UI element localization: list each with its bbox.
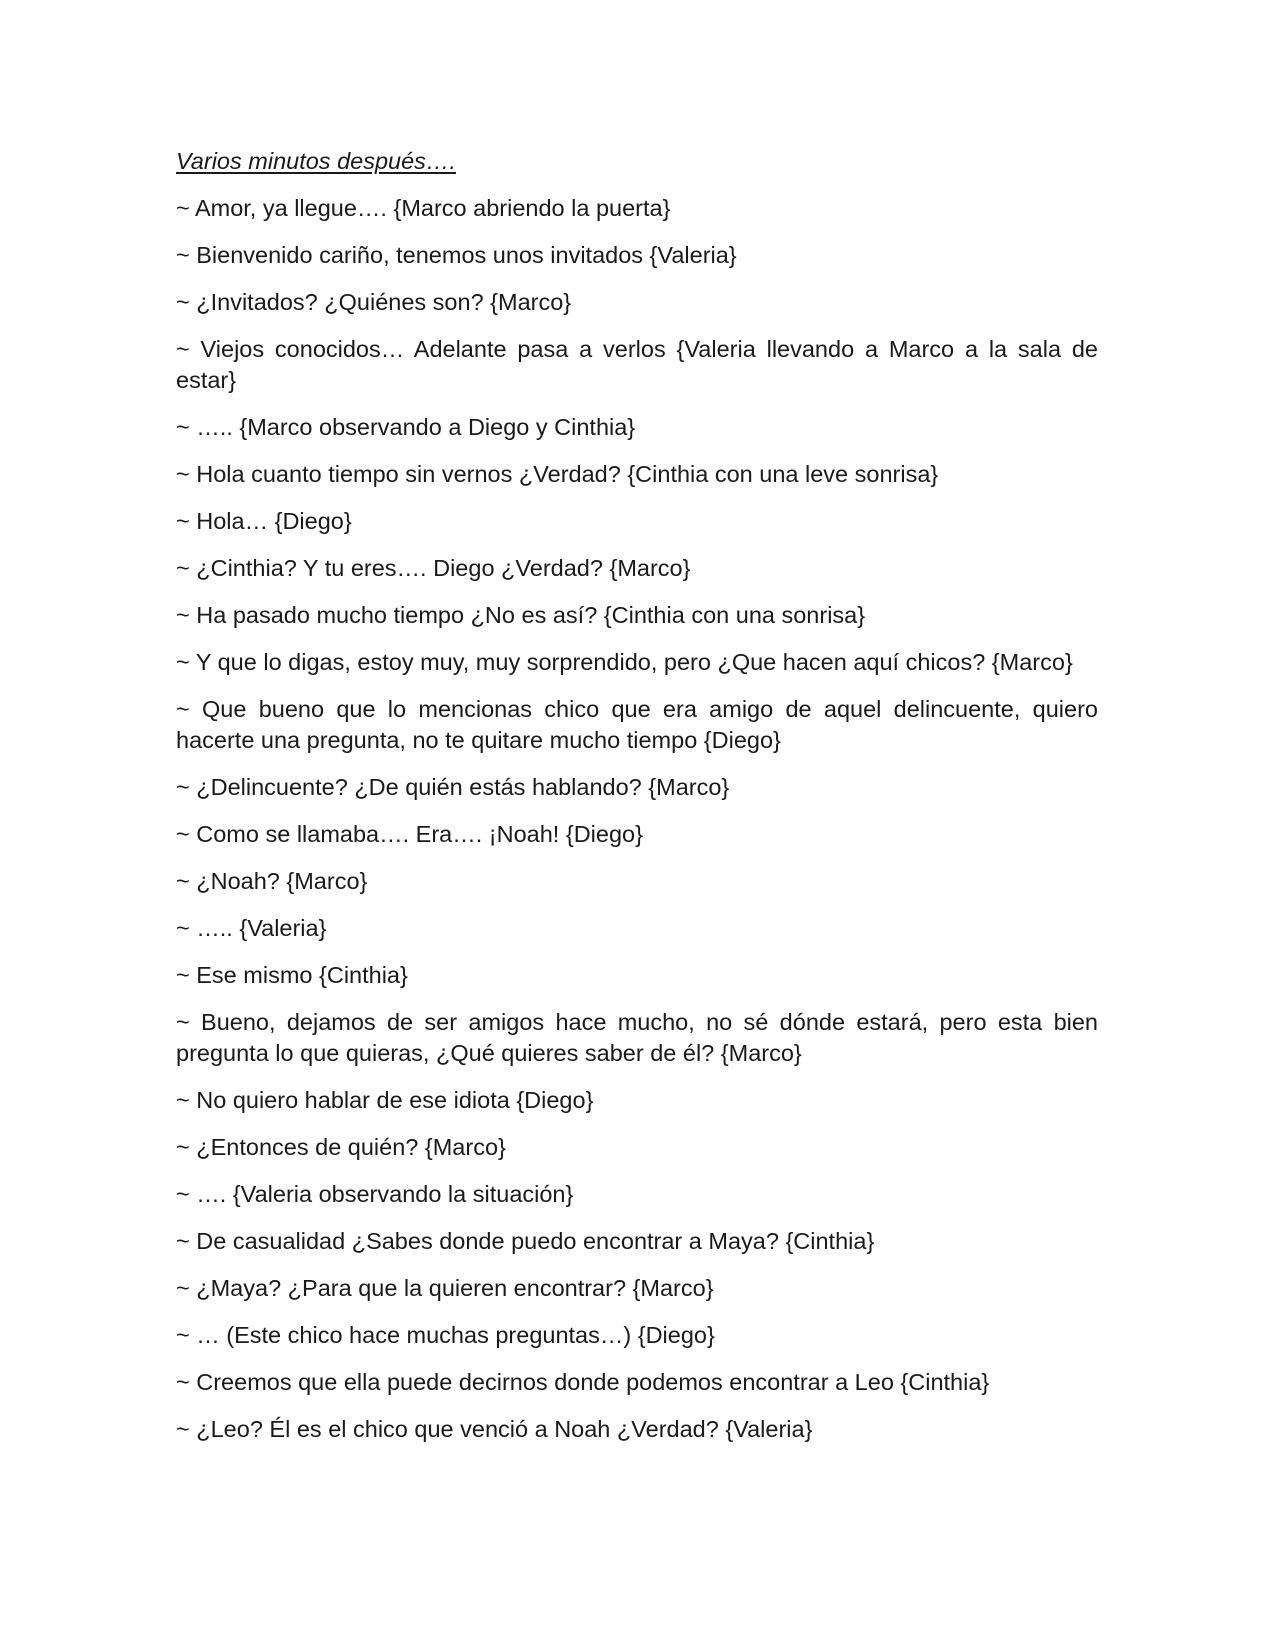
dialogue-line: ~ ¿Cinthia? Y tu eres…. Diego ¿Verdad? {Marco} xyxy=(176,555,691,581)
dialogue-line: ~ ¿Invitados? ¿Quiénes son? {Marco} xyxy=(176,289,572,315)
dialogue-line: ~ … (Este chico hace muchas preguntas…) {Diego} xyxy=(176,1322,715,1348)
dialogue-line: ~ Creemos que ella puede decirnos donde podemos encontrar a Leo {Cinthia} xyxy=(176,1369,990,1395)
dialogue-line: ~ ¿Entonces de quién? {Marco} xyxy=(176,1134,506,1160)
scene-heading: Varios minutos después…. xyxy=(176,148,456,174)
dialogue-line: ~ ¿Delincuente? ¿De quién estás hablando? {Marco} xyxy=(176,774,730,800)
dialogue-line: ~ Ese mismo {Cinthia} xyxy=(176,962,408,988)
dialogue-line: ~ Ha pasado mucho tiempo ¿No es así? {Cinthia con una sonrisa} xyxy=(176,602,866,628)
dialogue-line: ~ …. {Valeria observando la situación} xyxy=(176,1181,574,1207)
dialogue-line: ~ ….. {Marco observando a Diego y Cinthia} xyxy=(176,414,636,440)
dialogue-line: ~ Como se llamaba…. Era…. ¡Noah! {Diego} xyxy=(176,821,643,847)
document-page xyxy=(176,146,1098,1461)
dialogue-line: ~ Viejos conocidos… Adelante pasa a verlos {Valeria llevando a Marco a la sala de estar} xyxy=(176,336,1098,393)
dialogue-line: ~ No quiero hablar de ese idiota {Diego} xyxy=(176,1087,594,1113)
dialogue-list xyxy=(176,193,1098,1445)
dialogue-line: ~ Bienvenido cariño, tenemos unos invitados {Valeria} xyxy=(176,242,737,268)
dialogue-line: ~ Amor, ya llegue…. {Marco abriendo la puerta} xyxy=(176,195,671,221)
dialogue-line: ~ Que bueno que lo mencionas chico que era amigo de aquel delincuente, quiero hacerte una pregunta, no te quitare mucho tiempo {Diego} xyxy=(176,696,1098,753)
dialogue-line: ~ ¿Noah? {Marco} xyxy=(176,868,368,894)
dialogue-line: ~ Bueno, dejamos de ser amigos hace mucho, no sé dónde estará, pero esta bien pregunta lo que quieras, ¿Qué quieres saber de él? {Marco} xyxy=(176,1009,1098,1066)
dialogue-line: ~ Y que lo digas, estoy muy, muy sorprendido, pero ¿Que hacen aquí chicos? {Marco} xyxy=(176,649,1073,675)
dialogue-line: ~ ¿Maya? ¿Para que la quieren encontrar? {Marco} xyxy=(176,1275,714,1301)
dialogue-line: ~ Hola… {Diego} xyxy=(176,508,352,534)
dialogue-line: ~ De casualidad ¿Sabes donde puedo encontrar a Maya? {Cinthia} xyxy=(176,1228,875,1254)
dialogue-line: ~ Hola cuanto tiempo sin vernos ¿Verdad? {Cinthia con una leve sonrisa} xyxy=(176,461,939,487)
dialogue-line: ~ ¿Leo? Él es el chico que venció a Noah ¿Verdad? {Valeria} xyxy=(176,1416,813,1442)
dialogue-line: ~ ….. {Valeria} xyxy=(176,915,327,941)
